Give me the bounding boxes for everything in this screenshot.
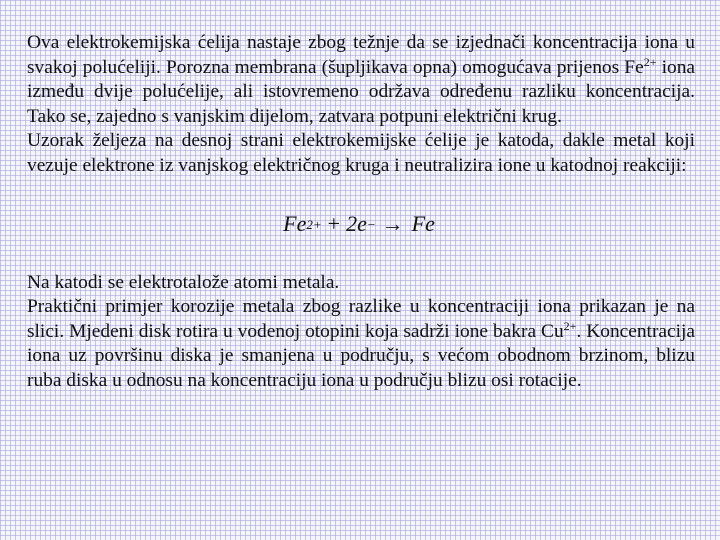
paragraph-cathode: Uzorak željeza na desnoj strani elektrokemijske ćelije je katoda, dakle metal koji vezuje elektrone iz vanjskog električnog kruga i neutralizira ione u katodnoj reakciji: [27, 130, 695, 176]
equation-electrons: 2e [346, 211, 367, 237]
paragraph-text: iona između dvije polućelije, ali istovremeno održava određenu razliku koncentracija. Tako se, zajedno s vanjskim dijelom, zatvara potpuni električni krug. [27, 56, 696, 127]
paragraph-corrosion-example [27, 295, 695, 393]
equation-plus: + [327, 211, 341, 237]
reaction-arrow-icon: → [381, 211, 404, 237]
paragraph-text: Praktični primjer korozije metala zbog razlike u koncentraciji iona prikazan je na slici. Mjedeni disk rotira u vodenoj otopini koja sadrži ione bakra Cu [27, 296, 695, 342]
equation-reactant-ion: Fe [283, 211, 307, 237]
equation-product: Fe [411, 211, 435, 237]
ion-charge-superscript: 2+ [643, 54, 657, 69]
paragraph-electrochemical-cell [27, 31, 695, 129]
slide-content [27, 31, 695, 394]
cathode-reaction-equation: Fe 2+ + 2e − → Fe [283, 211, 435, 237]
ion-charge-superscript: 2+ [563, 318, 577, 333]
paragraph-text: . Koncentracija iona uz površinu diska je smanjena u području, s većom obodnom brzinom, blizu ruba diska u odnosu na koncentraciju iona u području blizu osi rotacije. [27, 320, 695, 391]
paragraph-deposition: Na katodi se elektrotalože atomi metala. [27, 271, 340, 293]
paragraph-text: Ova elektrokemijska ćelija nastaje zbog težnje da se izjednači koncentracija iona u svakoj polućeliji. Porozna membrana (šupljikava opna) omogućava prijenos Fe [27, 32, 695, 78]
